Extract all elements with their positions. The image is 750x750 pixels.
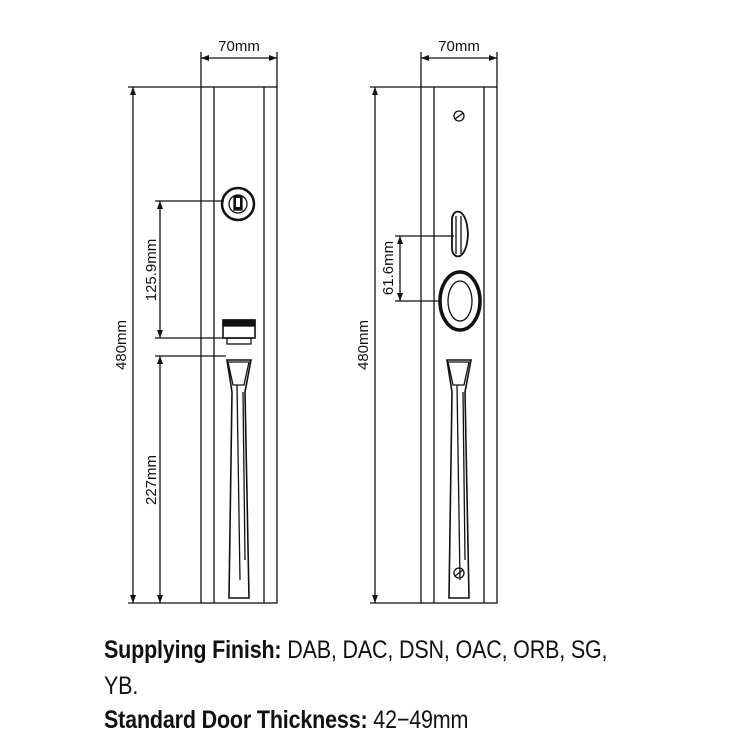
left-height-label: 480mm: [113, 319, 130, 371]
finish-values: DAB, DAC, DSN, OAC, ORB, SG,: [287, 636, 608, 664]
finish-values-continued: YB.: [104, 672, 139, 700]
left-height-dimension: [128, 87, 201, 603]
thumb-turn-icon: [452, 212, 468, 257]
right-view: [370, 52, 497, 603]
right-mid-dim-label: 61.6mm: [380, 240, 397, 296]
left-lower-dimension: [155, 356, 226, 603]
finish-caption-line1: [104, 636, 607, 665]
left-width-label: 70mm: [218, 38, 260, 55]
right-height-dimension: [370, 87, 421, 603]
finish-caption-line2: [104, 672, 138, 701]
thickness-label: Standard Door Thickness:: [104, 706, 368, 734]
thumb-piece-icon: [223, 320, 255, 344]
cylinder-icon: [222, 188, 254, 220]
thickness-value: 42−49mm: [373, 706, 469, 734]
left-view: [128, 52, 277, 603]
right-grip-handle-icon: [447, 360, 471, 598]
right-height-label: 480mm: [355, 319, 372, 371]
left-lower-dim-label: 227mm: [143, 454, 160, 506]
right-mid-dimension: [395, 236, 454, 301]
finish-label: Supplying Finish:: [104, 636, 282, 664]
bottom-screw-icon: [454, 568, 464, 578]
top-screw-icon: [454, 111, 464, 121]
left-upper-dimension: [155, 201, 226, 338]
left-upper-dim-label: 125.9mm: [143, 238, 160, 302]
oval-ring-icon: [440, 272, 480, 330]
right-width-label: 70mm: [438, 38, 480, 55]
thickness-caption: [104, 706, 468, 735]
left-width-dimension: [201, 52, 277, 87]
left-grip-handle-icon: [227, 360, 251, 598]
right-width-dimension: [421, 52, 497, 87]
